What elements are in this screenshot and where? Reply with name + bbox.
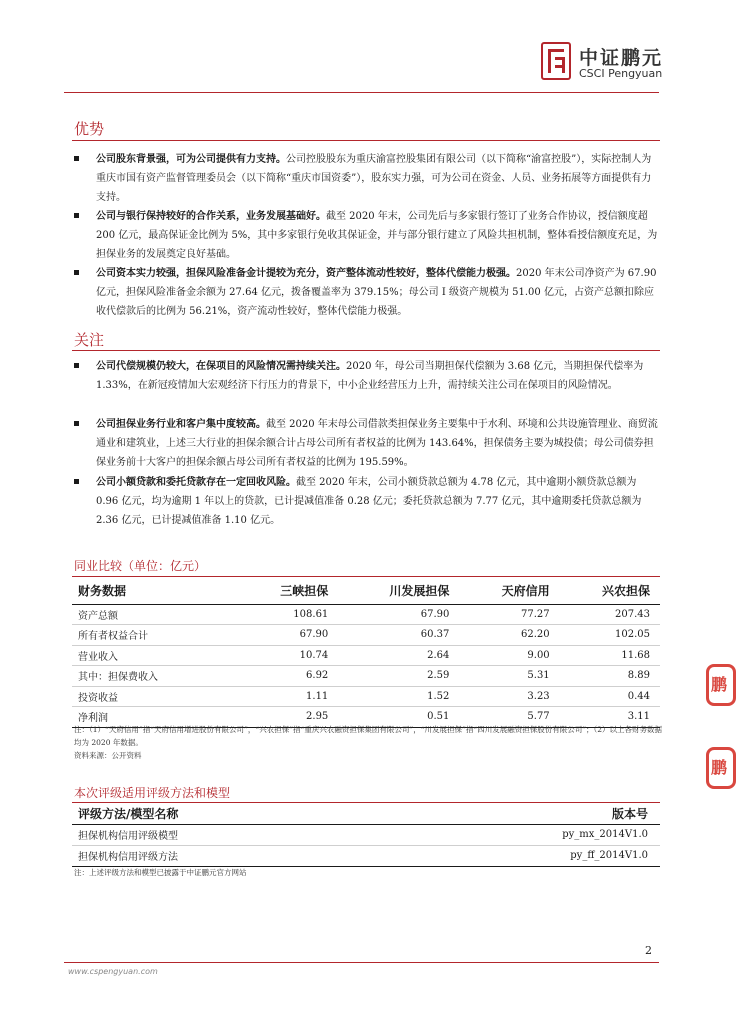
table-cell: 102.05 bbox=[560, 625, 660, 646]
table-cell: 1.52 bbox=[338, 686, 459, 707]
concern-item-text: 2020 年，母公司当期担保代偿额为 3.68 亿元，当期担保代偿率为 1.33%，在新冠疫情加大宏观经济下行压力的背景下，中小企业经营压力上升，需持续关注公司在保项目的风险情况。 bbox=[96, 361, 644, 391]
table-cell: 6.92 bbox=[238, 666, 338, 687]
strength-item-text: 截至 2020 年末，公司先后与多家银行签订了业务合作协议，授信额度超 200 亿元，最高保证金比例为 5%，其中多家银行免收其保证金，并与部分银行建立了风险共担机制，整体看授信额度充足，为担保业务的发展奠定良好基础。 bbox=[96, 211, 658, 260]
column-header: 三峡担保 bbox=[238, 578, 338, 604]
concern-item bbox=[74, 415, 658, 472]
strengths-rule bbox=[72, 140, 660, 141]
table-cell: 3.11 bbox=[560, 707, 660, 728]
logo-chinese-name: 中证鹏元 bbox=[579, 47, 664, 69]
concern-item-text: 截至 2020 年末，公司小额贷款总额为 4.78 亿元，其中逾期小额贷款总额为 0.96 亿元，均为逾期 1 年以上的贷款，已计提减值准备 0.28 亿元；委托贷款总额为 7.77 亿元，其中逾期委托贷款总额为 2.36 亿元，已计提减值准备 1.10 亿元。 bbox=[96, 477, 642, 526]
table-cell: py_mx_2014V1.0 bbox=[370, 824, 660, 845]
table-row bbox=[72, 666, 660, 687]
method-table-note: 注：上述评级方法和模型已披露于中证鹏元官方网站 bbox=[74, 868, 247, 877]
header-divider bbox=[64, 92, 659, 93]
table-header-row bbox=[72, 578, 660, 604]
bullet-icon bbox=[74, 270, 79, 275]
table-row bbox=[72, 604, 660, 625]
table-cell: 3.23 bbox=[459, 686, 559, 707]
table-cell: 5.77 bbox=[459, 707, 559, 728]
strength-item bbox=[74, 264, 658, 321]
strength-item-lead: 公司股东背景强，可为公司提供有力支持。 bbox=[96, 154, 286, 165]
concern-item-lead: 公司担保业务行业和客户集中度较高。 bbox=[96, 419, 266, 430]
concern-item-text: 截至 2020 年末母公司借款类担保业务主要集中于水利、环境和公共设施管理业、商贸流通业和建筑业，上述三大行业的担保余额合计占母公司所有者权益的比例为 143.64%，担保债务主要为城投债；母公司债券担保业务前十大客户的担保余额占母公司所有者权益的比例为 195.59%。 bbox=[96, 419, 658, 468]
peer-comparison-table bbox=[72, 578, 660, 728]
table-cell: 60.37 bbox=[338, 625, 459, 646]
table-cell: 担保机构信用评级方法 bbox=[72, 845, 370, 866]
logo-seal-icon bbox=[541, 42, 571, 80]
strength-item-lead: 公司与银行保持较好的合作关系，业务发展基础好。 bbox=[96, 211, 326, 222]
strength-item-text: 公司控股股东为重庆渝富控股集团有限公司（以下简称“渝富控股”），实际控制人为重庆市国有资产监督管理委员会（以下简称“重庆市国资委”），股东实力强，可为公司在资金、人员、业务拓展等方面提供有力支持。 bbox=[96, 154, 652, 203]
concern-item-lead: 公司代偿规模仍较大，在保项目的风险情况需持续关注。 bbox=[96, 361, 346, 372]
rating-method-table bbox=[72, 803, 660, 867]
table-cell: 77.27 bbox=[459, 604, 559, 625]
strength-item bbox=[74, 207, 658, 264]
footer-website-link[interactable]: www.cspengyuan.com bbox=[68, 967, 158, 976]
column-header: 版本号 bbox=[370, 803, 660, 824]
table-row bbox=[72, 686, 660, 707]
concern-item bbox=[74, 473, 658, 530]
table-cell: 0.44 bbox=[560, 686, 660, 707]
strength-item bbox=[74, 150, 658, 207]
peer-table-title: 同业比较（单位：亿元） bbox=[74, 559, 207, 573]
column-header: 川发展担保 bbox=[338, 578, 459, 604]
table-cell: 62.20 bbox=[459, 625, 559, 646]
row-label: 营业收入 bbox=[72, 645, 238, 666]
table-cell: 207.43 bbox=[560, 604, 660, 625]
table-cell: 2.64 bbox=[338, 645, 459, 666]
concerns-rule bbox=[72, 350, 660, 351]
peer-table-note: 注：（1）“天府信用”指“天府信用增进股份有限公司”，“兴农担保”指“重庆兴农融资担保集团有限公司”，“川发展担保”指“四川发展融资担保股份有限公司”；（2）以上各财务数据均为 2020 年数据。 bbox=[74, 725, 663, 747]
table-cell: 5.31 bbox=[459, 666, 559, 687]
row-label: 资产总额 bbox=[72, 604, 238, 625]
row-label: 投资收益 bbox=[72, 686, 238, 707]
page-number: 2 bbox=[645, 944, 652, 957]
table-cell: 9.00 bbox=[459, 645, 559, 666]
bullet-icon bbox=[74, 363, 79, 368]
bullet-icon bbox=[74, 421, 79, 426]
footer-divider bbox=[64, 962, 659, 963]
table-cell: 担保机构信用评级模型 bbox=[72, 824, 370, 845]
column-header: 天府信用 bbox=[459, 578, 559, 604]
table-cell: 1.11 bbox=[238, 686, 338, 707]
peer-table-top-rule bbox=[72, 576, 660, 577]
strength-item-text: 2020 年末公司净资产为 67.90 亿元，担保风险准备金余额为 27.64 亿元，拨备覆盖率为 379.15%；母公司 I 级资产规模为 51.00 亿元，占资产总额扣除应收代偿款后的比例为 56.21%，资产流动性较好，整体代偿能力极强。 bbox=[96, 268, 657, 317]
logo-english-name: CSCI Pengyuan bbox=[579, 67, 663, 80]
row-label: 其中：担保费收入 bbox=[72, 666, 238, 687]
table-cell: py_ff_2014V1.0 bbox=[370, 845, 660, 866]
table-cell: 2.59 bbox=[338, 666, 459, 687]
row-label: 所有者权益合计 bbox=[72, 625, 238, 646]
column-header: 财务数据 bbox=[72, 578, 238, 604]
seal-stamp-icon: 鹏 bbox=[706, 747, 736, 789]
strength-item-lead: 公司资本实力较强，担保风险准备金计提较为充分，资产整体流动性较好，整体代偿能力极强。 bbox=[96, 268, 516, 279]
column-header: 评级方法/模型名称 bbox=[72, 803, 370, 824]
strengths-title: 优势 bbox=[74, 120, 105, 138]
seal-stamp-icon: 鹏 bbox=[706, 664, 736, 706]
table-row bbox=[72, 845, 660, 866]
table-cell: 10.74 bbox=[238, 645, 338, 666]
table-row bbox=[72, 824, 660, 845]
table-cell: 8.89 bbox=[560, 666, 660, 687]
table-header-row bbox=[72, 803, 660, 824]
column-header: 兴农担保 bbox=[560, 578, 660, 604]
company-logo bbox=[541, 42, 681, 82]
table-cell: 2.95 bbox=[238, 707, 338, 728]
table-cell: 0.51 bbox=[338, 707, 459, 728]
concerns-title: 关注 bbox=[74, 331, 105, 349]
bullet-icon bbox=[74, 479, 79, 484]
concern-item bbox=[74, 357, 658, 395]
table-cell: 11.68 bbox=[560, 645, 660, 666]
bullet-icon bbox=[74, 213, 79, 218]
table-row bbox=[72, 625, 660, 646]
table-cell: 108.61 bbox=[238, 604, 338, 625]
table-row bbox=[72, 645, 660, 666]
row-label: 净利润 bbox=[72, 707, 238, 728]
table-cell: 67.90 bbox=[238, 625, 338, 646]
concern-item-lead: 公司小额贷款和委托贷款存在一定回收风险。 bbox=[96, 477, 296, 488]
peer-table-source: 资料来源：公开资料 bbox=[74, 751, 142, 760]
method-table-title: 本次评级适用评级方法和模型 bbox=[74, 786, 231, 800]
table-cell: 67.90 bbox=[338, 604, 459, 625]
bullet-icon bbox=[74, 156, 79, 161]
